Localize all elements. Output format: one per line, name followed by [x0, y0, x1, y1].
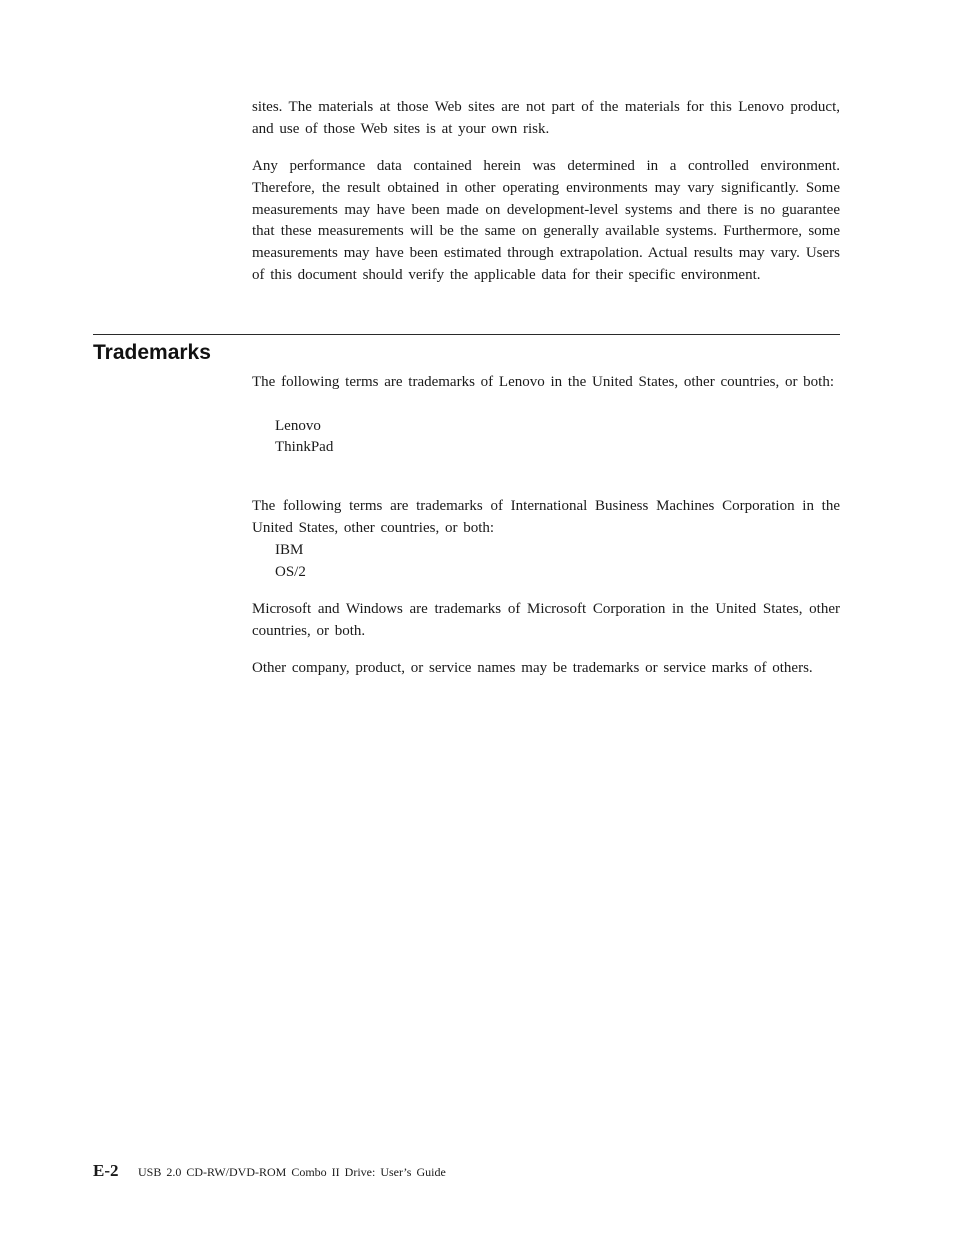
other-trademarks-paragraph: Other company, product, or service names may be trademarks or service marks of others.: [252, 660, 813, 676]
intro-paragraph-1: sites. The materials at those Web sites are not part of the materials for this Lenovo product, and use of those Web sites is at your own risk.: [252, 99, 840, 137]
intro-paragraph-2: Any performance data contained herein was determined in a controlled environment. Therefore, the result obtained in other operating environments may vary significantly. Some measurements may have been made on development-level systems and there is no guarantee that these measurements will be the same on generally available systems. Furthermore, some measurements may have been estimated through extrapolation. Actual results may vary. Users of this document should verify the applicable data for their specific environment.: [252, 158, 840, 283]
section-divider: [93, 334, 840, 335]
trademark-term: OS/2: [275, 564, 306, 580]
ibm-trademarks-intro: The following terms are trademarks of International Business Machines Corporation in the United States, other countries, or both:: [252, 498, 840, 536]
page-number: E-2: [93, 1161, 119, 1180]
microsoft-trademarks-paragraph: Microsoft and Windows are trademarks of Microsoft Corporation in the United States, other countries, or both.: [252, 601, 840, 639]
trademark-term: Lenovo: [275, 418, 321, 434]
trademark-term: ThinkPad: [275, 439, 334, 455]
footer-document-title: USB 2.0 CD-RW/DVD-ROM Combo II Drive: User’s Guide: [138, 1165, 446, 1179]
section-heading: Trademarks: [93, 341, 211, 364]
trademark-term: IBM: [275, 542, 304, 558]
lenovo-trademarks-intro: The following terms are trademarks of Lenovo in the United States, other countries, or both:: [252, 374, 835, 390]
